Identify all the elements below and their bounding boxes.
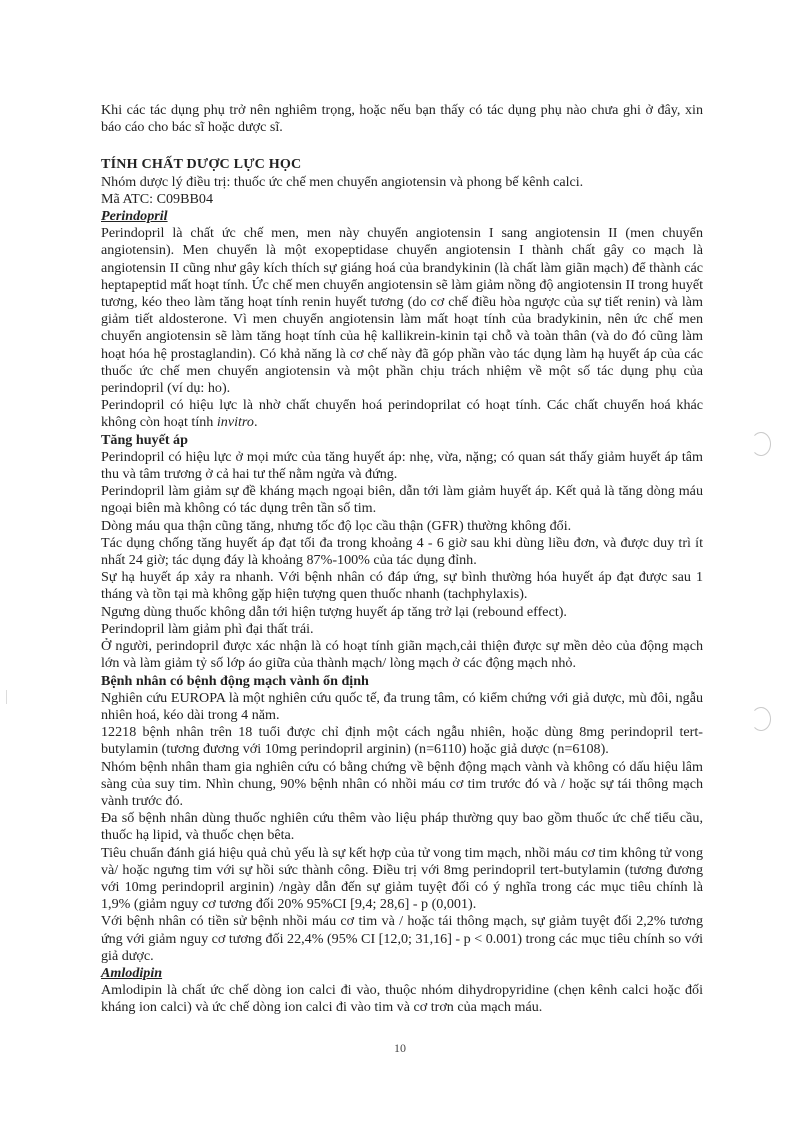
page-number: 10 <box>394 1041 406 1055</box>
perindopril-paragraph-1: Perindopril là chất ức chế men, men này chuyển angiotensin I sang angiotensin II (men chuyển angiotensin). Men chuyển là một exopeptidase chuyển angiotensin I thành chất gây co mạch là angiotensin II cũng như gây kích thích sự giáng hoá của brandykinin (là chất làm giãn mạch) để thành các heptapeptid mất hoạt tính. Ức chế men chuyển angiotensin sẽ làm giảm nồng độ angiotensin II trong huyết tương, kéo theo làm tăng hoạt tính renin huyết tương (do cơ chế điều hòa ngược của sự tiết renin) và làm giảm tiết aldosterone. Vì men chuyển angiotensin làm mất hoạt tính của bradykinin, nên ức chế men chuyển angiotensin sẽ làm tăng hoạt tính của hệ kallikrein-kinin tại chỗ và toàn thân (và do đó cũng làm hoạt hóa hệ prostaglandin). Có khả năng là cơ chế này đã góp phần vào tác dụng làm hạ huyết áp của các thuốc ức chế men chuyển angiotensin và một phần chịu trách nhiệm về một số tác dụng phụ của perindopril (ví dụ: ho). <box>101 225 703 397</box>
atc-code: Mã ATC: C09BB04 <box>101 190 213 207</box>
hypertension-line: Tác dụng chống tăng huyết áp đạt tối đa trong khoảng 4 - 6 giờ sau khi dùng liều đơn, và được duy trì ít nhất 24 giờ; tác dụng đáy là khoảng 87%-100% của tác dụng đỉnh. <box>101 534 703 569</box>
coronary-line: Tiêu chuẩn đánh giá hiệu quả chủ yếu là sự kết hợp của tử vong tim mạch, nhồi máu cơ tim không tử vong và/ hoặc ngưng tim với sự hồi sức thành công. Điều trị với 8mg perindopril tert-butylamin (tương đương với 10mg perindopril arginin) /ngày dẫn đến sự giảm tuyệt đối có ý nghĩa trong các mục tiêu chính là 1,9% (giảm nguy cơ tương đối 20% 95%CI [9,4; 28,6] - p (0,001). <box>101 844 703 913</box>
pharmacological-group: Nhóm dược lý điều trị: thuốc ức chế men chuyển angiotensin và phong bế kênh calci. <box>101 173 584 190</box>
perindopril-paragraph-2 <box>101 397 703 431</box>
coronary-line: 12218 bệnh nhân trên 18 tuổi được chỉ định một cách ngẫu nhiên, hoặc dùng 8mg perindopril tert-butylamin (tương đương với 10mg perindopril arginin) (n=6110) hoặc giả dược (n=6108). <box>101 724 703 758</box>
amlodipin-heading: Amlodipin <box>101 964 163 981</box>
invitro-term: invitro <box>216 414 254 431</box>
punch-hole-mark <box>751 432 771 456</box>
coronary-heading: Bệnh nhân có bệnh động mạch vành ổn định <box>101 672 369 689</box>
hypertension-line: Perindopril làm giảm sự đề kháng mạch ngoại biên, dẫn tới làm giảm huyết áp. Kết quả là tăng dòng máu ngoại biên mà không có tác dụng trên tần số tim. <box>101 483 703 517</box>
document-body <box>101 102 703 1017</box>
coronary-line: Nhóm bệnh nhân tham gia nghiên cứu có bằng chứng về bệnh động mạch vành và không có dấu hiệu lâm sàng của suy tim. Nhìn chung, 90% bệnh nhân có nhồi máu cơ tim trước đó và / hoặc sự tái thông mạch vành trước đó. <box>101 758 703 809</box>
perindopril-paragraph-2-text: Perindopril có hiệu lực là nhờ chất chuyển hoá perindoprilat có hoạt tính. Các chất chuyển hoá khác không còn hoạt tính <box>101 397 703 431</box>
perindopril-paragraph-2-end: . <box>253 414 258 431</box>
coronary-line: Nghiên cứu EUROPA là một nghiên cứu quốc tế, đa trung tâm, có kiểm chứng với giả dược, mù đôi, ngẫu nhiên hoá, kéo dài trong 4 năm. <box>101 689 703 723</box>
scan-edge-mark <box>6 690 7 704</box>
amlodipin-paragraph-1: Amlodipin là chất ức chế dòng ion calci đi vào, thuộc nhóm dihydropyridine (chẹn kênh calci hoặc đối kháng ion calci) và ức chế dòng ion calci đi vào tim và cơ trơn của mạch máu. <box>101 982 703 1016</box>
section-title: TÍNH CHẤT DƯỢC LỰC HỌC <box>101 156 302 173</box>
hypertension-line: Dòng máu qua thận cũng tăng, nhưng tốc độ lọc cầu thận (GFR) thường không đổi. <box>101 517 572 534</box>
hypertension-line: Perindopril làm giảm phì đại thất trái. <box>101 620 314 637</box>
hypertension-line: Ở người, perindopril được xác nhận là có hoạt tính giãn mạch,cải thiện được sự mền dẻo của động mạch lớn và làm giảm tỷ số lớp áo giữa của thành mạch/ lòng mạch ở các động mạch nhỏ. <box>101 638 703 672</box>
intro-paragraph: Khi các tác dụng phụ trở nên nghiêm trọng, hoặc nếu bạn thấy có tác dụng phụ nào chưa ghi ở đây, xin báo cáo cho bác sĩ hoặc dược sĩ. <box>101 102 703 136</box>
perindopril-heading: Perindopril <box>101 208 168 225</box>
hypertension-heading: Tăng huyết áp <box>101 431 188 448</box>
coronary-line: Với bệnh nhân có tiền sử bệnh nhồi máu cơ tim và / hoặc tái thông mạch, sự giảm tuyệt đối 2,2% tương ứng với giảm nguy cơ tương đối 22,4% (95% CI [12,0; 31,16] - p < 0.001) trong các mục tiêu chính so với giả dược. <box>101 913 703 964</box>
hypertension-line: Sự hạ huyết áp xảy ra nhanh. Với bệnh nhân có đáp ứng, sự bình thường hóa huyết áp đạt được sau 1 tháng và tồn tại mà không gặp hiện tượng quen thuốc nhanh (tachphylaxis). <box>101 569 703 603</box>
coronary-line: Đa số bệnh nhân dùng thuốc nghiên cứu thêm vào liệu pháp thường quy bao gồm thuốc ức chế tiểu cầu, thuốc hạ lipid, và thuốc chẹn bêta. <box>101 810 703 844</box>
punch-hole-mark <box>751 707 771 731</box>
hypertension-line: Ngưng dùng thuốc không dẫn tới hiện tượng huyết áp tăng trở lại (rebound effect). <box>101 603 567 620</box>
hypertension-line: Perindopril có hiệu lực ở mọi mức của tăng huyết áp: nhẹ, vừa, nặng; có quan sát thấy giảm huyết áp tâm thu và tâm trương ở cả hai tư thế nằm ngửa và đứng. <box>101 448 703 483</box>
